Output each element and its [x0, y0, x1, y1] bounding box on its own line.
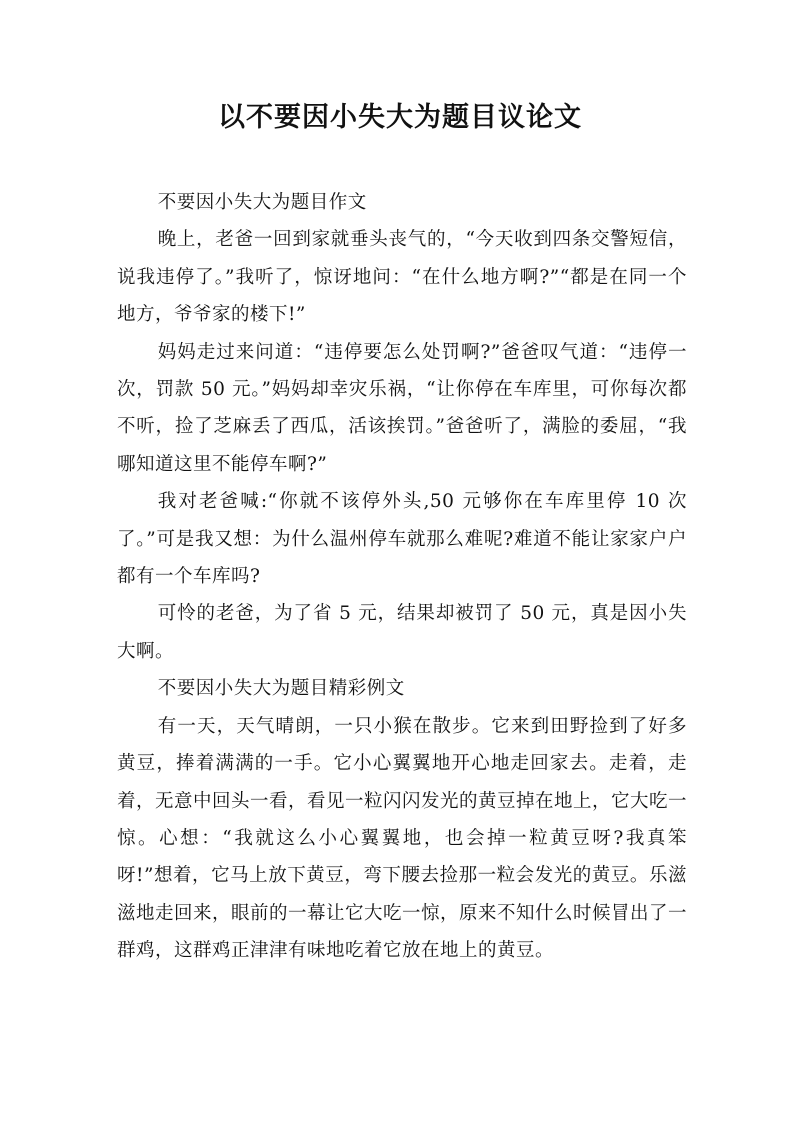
paragraph: 我对老爸喊:“你就不该停外头,50 元够你在车库里停 10 次了。”可是我又想：为什么温州停车就那么难呢?难道不能让家家户户都有一个车库吗? — [117, 491, 687, 588]
section-heading: 不要因小失大为题目作文 — [157, 192, 367, 213]
section-heading: 不要因小失大为题目精彩例文 — [157, 678, 405, 700]
paragraph: 妈妈走过来问道：“违停要怎么处罚啊?”爸爸叹气道：“违停一次，罚款 50 元。”妈妈却幸灾乐祸，“让你停在车库里，可你每次都不听，捡了芝麻丢了西瓜，活该挨罚。”爸爸听了，满脸的委屈，“我哪知道这里不能停车啊?” — [117, 341, 687, 475]
paragraph: 可怜的老爸，为了省 5 元，结果却被罚了 50 元，真是因小失大啊。 — [117, 603, 687, 662]
document-title: 以不要因小失大为题目议论文 — [218, 102, 582, 133]
document-body — [117, 184, 687, 970]
paragraph: 晚上，老爸一回到家就垂头丧气的，“今天收到四条交警短信，说我违停了。”我听了，惊讶地问：“在什么地方啊?”“都是在同一个地方，爷爷家的楼下!” — [117, 229, 687, 326]
paragraph: 有一天，天气晴朗，一只小猴在散步。它来到田野捡到了好多黄豆，捧着满满的一手。它小心翼翼地开心地走回家去。走着，走着，无意中回头一看，看见一粒闪闪发光的黄豆掉在地上，它大吃一惊。心想：“我就这么小心翼翼地，也会掉一粒黄豆呀?我真笨呀!”想着，它马上放下黄豆，弯下腰去捡那一粒会发光的黄豆。乐滋滋地走回来，眼前的一幕让它大吃一惊，原来不知什么时候冒出了一群鸡，这群鸡正津津有味地吃着它放在地上的黄豆。 — [117, 715, 688, 962]
